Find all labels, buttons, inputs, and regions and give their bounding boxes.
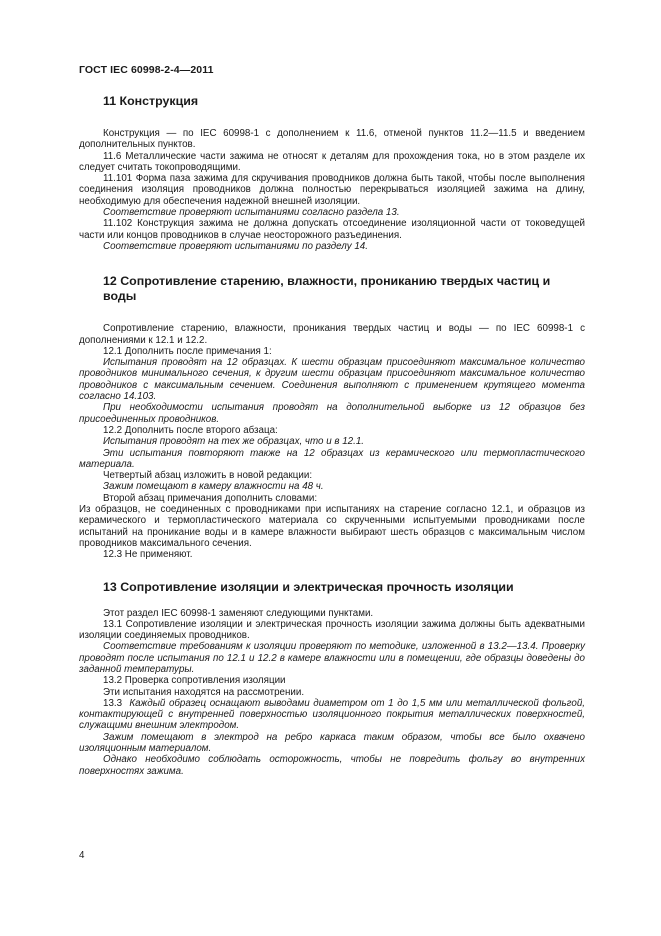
paragraph: Испытания проводят на 12 образцах. К шести образцам присоединяют максимальное количество проводников минимального сечения, к другим шести образцам присоединяют максимальное количество проводников с максимальным сечением. Соединения выполняют с применением крутящего момента согласно 14.103. (79, 357, 585, 403)
page-content (79, 78, 585, 777)
paragraph: 12.2 Дополнить после второго абзаца: (103, 424, 278, 436)
section-12-title: 12 Сопротивление старению, влажности, прониканию твердых частиц и воды (103, 274, 551, 304)
section-11-title: 11 Конструкция (103, 94, 199, 108)
paragraph: Зажим помещают в электрод на ребро каркаса таким образом, чтобы все было охвачено изоляционным материалом. (79, 731, 585, 755)
paragraph: Испытания проводят на тех же образцах, что и в 12.1. (103, 436, 365, 448)
paragraph: Эти испытания находятся на рассмотрении. (103, 686, 305, 698)
clause-number: 13.3 (103, 697, 130, 709)
paragraph: Зажим помещают в камеру влажности на 48 ч. (103, 481, 324, 493)
section-13-title: 13 Сопротивление изоляции и электрическая прочность изоляции (103, 579, 514, 594)
paragraph: 12.3 Не применяют. (103, 549, 193, 561)
clause-text: Каждый образец оснащают выводами диаметром от 1 до 1,5 мм или металлической фольгой, контактирующей с внутренней поверхностью изоляционного покрытия металлических поверхностей, служащими внешним электродом. (79, 697, 585, 732)
paragraph: Второй абзац примечания дополнить словами: (103, 492, 318, 504)
paragraph: 11.102 Конструкция зажима не должна допускать отсоединение изоляционной части от токоведущей части или концов проводников в случае неосторожного разъединения. (79, 218, 585, 241)
paragraph: При необходимости испытания проводят на дополнительной выборке из 12 образцов без присоединенных проводников. (79, 402, 585, 425)
paragraph: Конструкция — по IEC 60998-1 с дополнением к 11.6, отменой пунктов 11.2—11.5 и введением дополнительных пунктов. (79, 128, 585, 151)
paragraph: Из образцов, не соединенных с проводниками при испытаниях на старение согласно 12.1, и образцов из керамического и термопластического материала со скрученными испытуемыми проводниками после испытаний на проникание воды и в камере влажности выбирают шесть образцов с максимальным числом проводников максимального сечения. (79, 504, 585, 549)
paragraph: Соответствие требованиям к изоляции проверяют по методике, изложенной в 13.2—13.4. Проверку проводят после испытания по 12.1 и 12.2 в камере влажности или в помещении, где образцы доведены до заданной температуры. (79, 641, 585, 675)
paragraph: 12.1 Дополнить после примечания 1: (103, 345, 272, 357)
paragraph: 13.1 Сопротивление изоляции и электрическая прочность изоляции зажима должны быть адекватными изоляции соединяемых проводников. (79, 618, 585, 642)
paragraph: Соответствие проверяют испытаниями согласно раздела 13. (103, 207, 400, 219)
paragraph: 11.6 Металлические части зажима не относят к деталям для прохождения тока, но в этом разделе их следует считать токопроводящими. (79, 150, 585, 173)
paragraph (79, 698, 585, 732)
page-number: 4 (79, 850, 85, 861)
paragraph: Четвертый абзац изложить в новой редакции: (103, 470, 313, 482)
paragraph: Однако необходимо соблюдать осторожность, чтобы не повредить фольгу во внутренних поверхностях зажима. (79, 754, 585, 777)
paragraph: 11.101 Форма паза зажима для скручивания проводников должна быть такой, чтобы после выполнения соединения изоляция проводников должна полностью перекрываться изоляцией зажима на длину, необходимую для обеспечения надежной внешней изоляции. (79, 173, 585, 207)
paragraph: 13.2 Проверка сопротивления изоляции (103, 675, 286, 687)
paragraph: Эти испытания повторяют также на 12 образцах из керамического или термопластического материала. (79, 447, 585, 470)
paragraph: Соответствие проверяют испытаниями по разделу 14. (103, 240, 368, 252)
document-header: ГОСТ IEC 60998-2-4—2011 (79, 64, 214, 76)
paragraph: Сопротивление старению, влажности, проникания твердых частиц и воды — по IEC 60998-1 с дополнениями к 12.1 и 12.2. (79, 323, 585, 346)
paragraph: Этот раздел IEC 60998-1 заменяют следующими пунктами. (103, 607, 374, 619)
